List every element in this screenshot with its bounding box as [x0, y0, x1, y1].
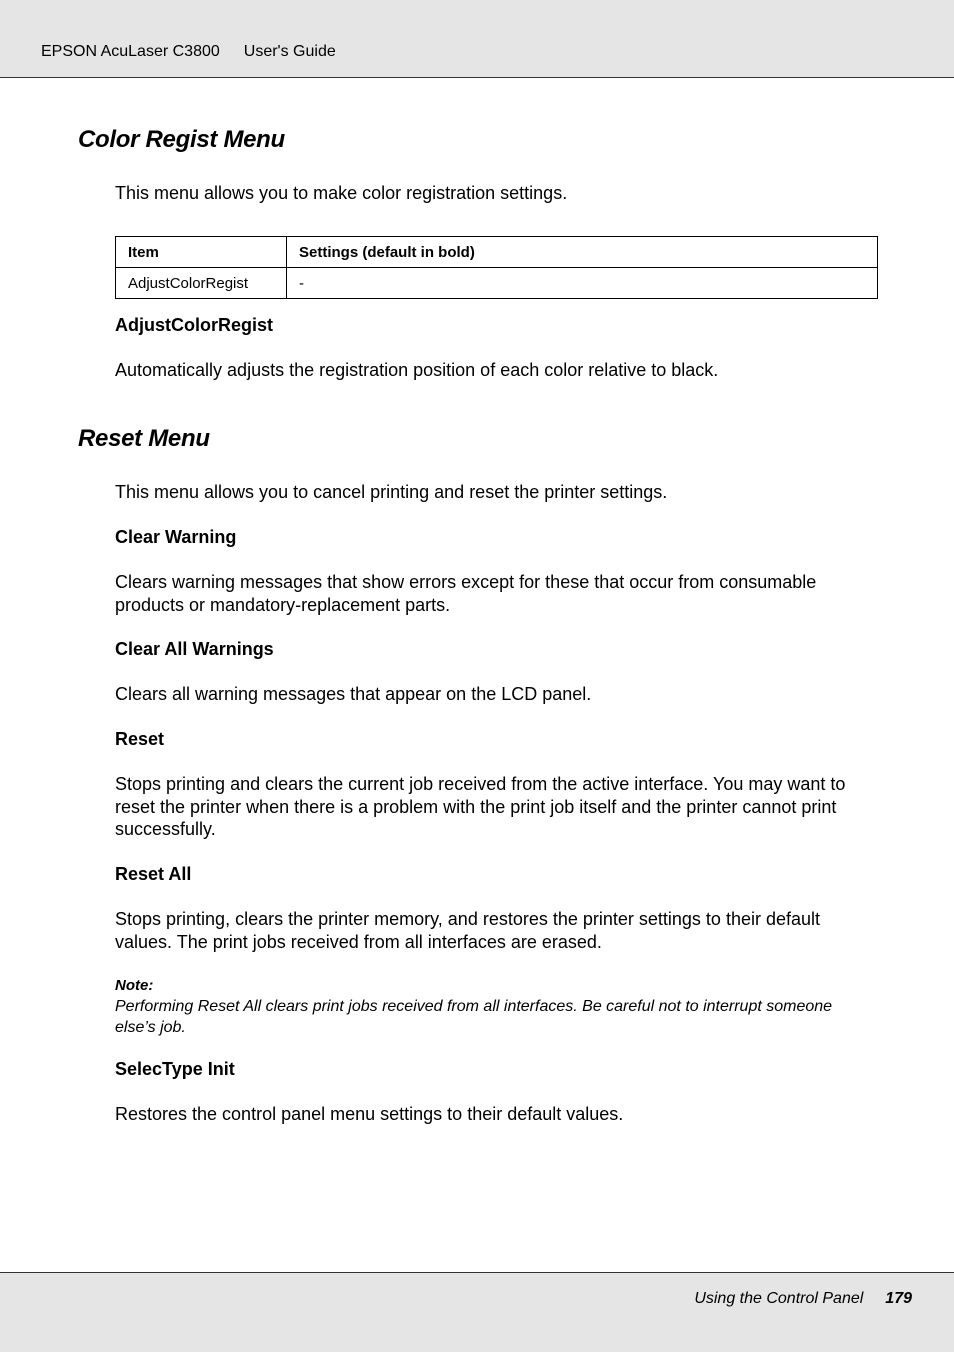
- clear-warning-text: Clears warning messages that show errors except for these that occur from consumable products or mandatory-replacement parts.: [115, 572, 817, 615]
- selectype-init-text: Restores the control panel menu settings to their default values.: [115, 1104, 624, 1124]
- reset-menu-title: Reset Menu: [78, 425, 210, 452]
- reset-all-text: Stops printing, clears the printer memory, and restores the printer settings to their default values. The print jobs received from all interfaces are erased.: [115, 909, 821, 952]
- header-guide: User's Guide: [243, 43, 336, 60]
- note-text: Performing Reset All clears print jobs received from all interfaces. Be careful not to interrupt someone else’s job.: [115, 998, 833, 1036]
- table-header-row: [116, 237, 878, 268]
- settings-table: [115, 236, 878, 299]
- reset-menu-intro: This menu allows you to cancel printing and reset the printer settings.: [115, 482, 668, 502]
- clear-all-warnings-heading: Clear All Warnings: [115, 639, 274, 659]
- header-product: EPSON AcuLaser C3800: [41, 43, 220, 60]
- page-header: [0, 0, 954, 78]
- footer-section: Using the Control Panel: [694, 1290, 864, 1307]
- reset-text: Stops printing and clears the current job received from the active interface. You may want to reset the printer when there is a problem with the print job itself and the printer cannot print successfully.: [115, 774, 846, 839]
- table-cell-item: AdjustColorRegist: [116, 268, 287, 299]
- footer-text: [694, 1290, 912, 1308]
- selectype-init-heading: SelecType Init: [115, 1059, 235, 1079]
- adjust-color-regist-text: Automatically adjusts the registration position of each color relative to black.: [115, 360, 719, 380]
- reset-heading: Reset: [115, 729, 165, 749]
- page-footer: [0, 1272, 954, 1352]
- table-header-settings: Settings (default in bold): [287, 237, 878, 268]
- table-header-item: Item: [116, 237, 287, 268]
- color-regist-title: Color Regist Menu: [78, 126, 285, 153]
- note-label: Note:: [115, 977, 154, 994]
- reset-all-heading: Reset All: [115, 864, 192, 884]
- clear-all-warnings-text: Clears all warning messages that appear on the LCD panel.: [115, 684, 592, 704]
- table-cell-settings: -: [287, 268, 878, 299]
- table-row: [116, 268, 878, 299]
- color-regist-intro: This menu allows you to make color registration settings.: [115, 183, 568, 203]
- adjust-color-regist-heading: AdjustColorRegist: [115, 315, 274, 335]
- clear-warning-heading: Clear Warning: [115, 527, 237, 547]
- page-number: 179: [885, 1290, 912, 1307]
- header-text: [41, 43, 336, 61]
